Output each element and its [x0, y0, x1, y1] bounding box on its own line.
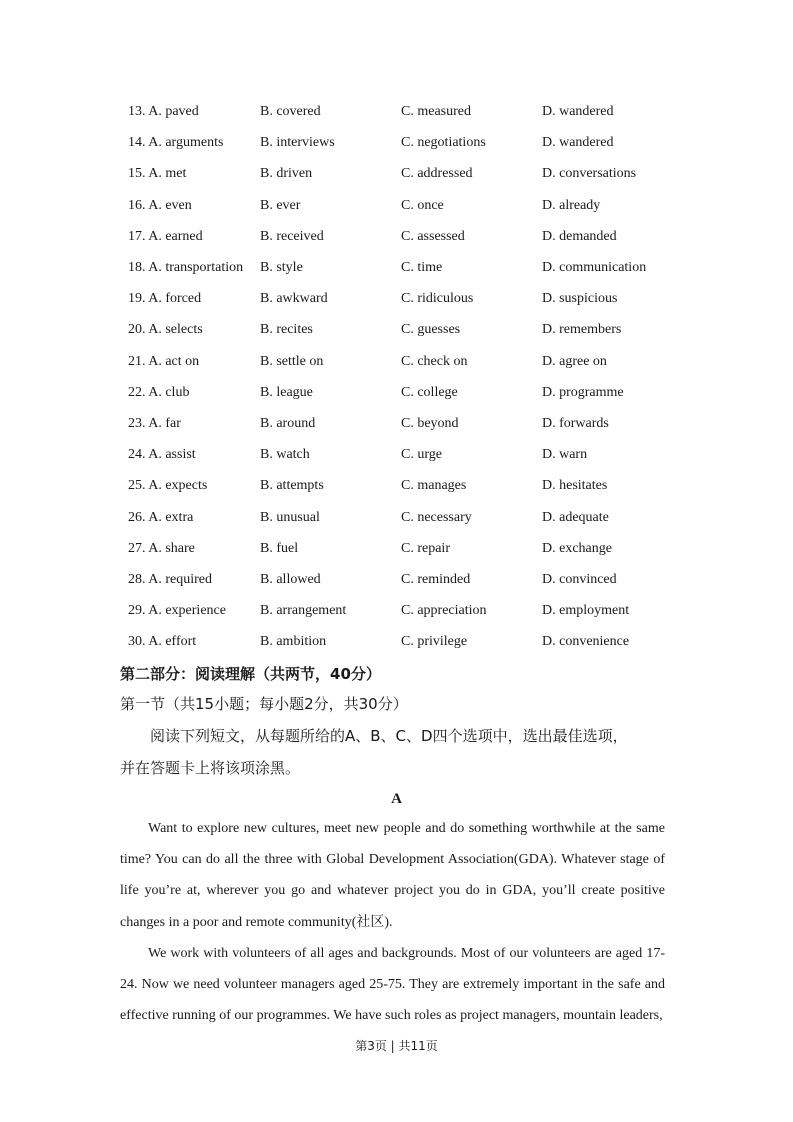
option-text: B. unusual: [260, 509, 320, 525]
option-text: 15. A. met: [128, 166, 187, 182]
option-text: 16. A. even: [128, 197, 192, 213]
option-text: C. addressed: [401, 166, 473, 182]
paragraph: Want to explore new cultures, meet new people and do something worthwhile at the same time? You can do all the three with Global Development Association(GDA). Whatever stage of life you’re at, wherever you go and whatever project you do in GDA, you’ll create positive changes in a poor and remote community(社区).: [120, 821, 665, 930]
instruction-line-2: 并在答题卡上将该项涂黑。: [120, 759, 301, 777]
option-text: B. interviews: [260, 135, 335, 151]
question-row: [0, 352, 793, 372]
option-text: C. beyond: [401, 416, 459, 431]
option-text: 21. A. act on: [128, 353, 200, 369]
option-text: 19. A. forced: [128, 291, 202, 307]
option-text: D. adequate: [542, 509, 609, 525]
question-row: [0, 570, 793, 590]
option-text: B. recites: [260, 322, 313, 338]
option-text: 30. A. effort: [128, 634, 197, 650]
option-text: B. around: [260, 416, 316, 431]
question-row: [0, 289, 793, 309]
option-text: D. agree on: [542, 353, 607, 369]
option-text: 22. A. club: [128, 384, 190, 400]
option-text: C. time: [401, 260, 443, 275]
option-text: D. programme: [542, 384, 624, 400]
question-row: [0, 383, 793, 403]
passage-label: A: [391, 791, 402, 807]
option-text: C. urge: [401, 447, 442, 463]
question-row: [0, 258, 793, 278]
option-text: C. measured: [401, 104, 471, 119]
option-text: B. awkward: [260, 291, 328, 307]
option-text: 27. A. share: [128, 540, 195, 556]
option-text: B. allowed: [260, 572, 321, 587]
option-text: D. wandered: [542, 104, 614, 119]
option-text: B. ambition: [260, 634, 327, 650]
option-text: C. guesses: [401, 322, 461, 338]
part-title: 第二部分：阅读理解（共两节，40分）: [120, 665, 381, 683]
option-text: D. convinced: [542, 572, 617, 587]
option-text: 25. A. expects: [128, 478, 208, 494]
option-text: C. assessed: [401, 228, 465, 244]
option-text: D. communication: [542, 260, 647, 275]
page-footer: 第3页 | 共11页: [355, 1039, 438, 1053]
paragraph: We work with volunteers of all ages and backgrounds. Most of our volunteers are aged 17-24. Now we need volunteer managers aged 25-75. They are extremely important in the safe and effective running of our programmes. We have such roles as project managers, mountain leaders,: [120, 945, 665, 1024]
option-text: B. ever: [260, 197, 301, 213]
option-text: C. college: [401, 384, 458, 400]
option-text: C. negotiations: [401, 135, 486, 151]
option-text: D. remembers: [542, 322, 622, 338]
option-text: 17. A. earned: [128, 228, 203, 244]
option-text: B. watch: [260, 447, 310, 463]
question-row: [0, 133, 793, 153]
option-text: 13. A. paved: [128, 104, 199, 119]
option-text: 28. A. required: [128, 572, 212, 587]
option-text: C. ridiculous: [401, 291, 474, 307]
question-row: [0, 320, 793, 340]
option-text: C. manages: [401, 478, 467, 494]
question-row: [0, 414, 793, 434]
option-text: 24. A. assist: [128, 447, 196, 463]
option-text: B. settle on: [260, 353, 324, 369]
option-text: D. hesitates: [542, 478, 608, 494]
option-text: B. driven: [260, 166, 313, 182]
option-text: D. exchange: [542, 540, 612, 556]
option-text: D. warn: [542, 447, 588, 463]
option-text: B. received: [260, 228, 324, 244]
option-text: C. check on: [401, 353, 468, 369]
option-text: C. privilege: [401, 634, 468, 650]
option-text: D. already: [542, 197, 601, 213]
passage-text: [120, 813, 665, 1031]
instruction-line-1: 阅读下列短文，从每题所给的A、B、C、D四个选项中，选出最佳选项，: [150, 727, 628, 745]
option-text: D. convenience: [542, 634, 630, 650]
option-text: C. reminded: [401, 572, 471, 587]
option-text: C. repair: [401, 540, 450, 556]
option-text: B. covered: [260, 104, 321, 119]
option-text: C. necessary: [401, 509, 472, 525]
question-row: [0, 508, 793, 528]
question-row: [0, 445, 793, 465]
option-text: B. league: [260, 384, 313, 400]
option-text: 14. A. arguments: [128, 135, 224, 151]
question-row: [0, 632, 793, 652]
option-text: D. employment: [542, 603, 630, 619]
option-text: 18. A. transportation: [128, 260, 244, 275]
question-row: [0, 164, 793, 184]
option-text: 26. A. extra: [128, 509, 194, 525]
option-text: B. arrangement: [260, 603, 347, 619]
option-text: C. once: [401, 197, 444, 213]
question-row: [0, 227, 793, 247]
option-text: D. wandered: [542, 135, 614, 151]
option-text: D. conversations: [542, 166, 637, 182]
option-text: B. fuel: [260, 540, 299, 556]
question-row: [0, 539, 793, 559]
option-text: 23. A. far: [128, 416, 181, 431]
option-text: B. attempts: [260, 478, 324, 494]
question-row: [0, 601, 793, 621]
option-text: 20. A. selects: [128, 322, 203, 338]
option-text: B. style: [260, 260, 303, 275]
option-text: D. suspicious: [542, 291, 618, 307]
question-row: [0, 196, 793, 216]
option-text: D. forwards: [542, 416, 609, 431]
option-text: D. demanded: [542, 228, 617, 244]
question-row: [0, 102, 793, 122]
question-row: [0, 476, 793, 496]
option-text: 29. A. experience: [128, 603, 226, 619]
section-title: 第一节（共15小题；每小题2分，共30分）: [120, 695, 408, 713]
option-text: C. appreciation: [401, 603, 487, 619]
